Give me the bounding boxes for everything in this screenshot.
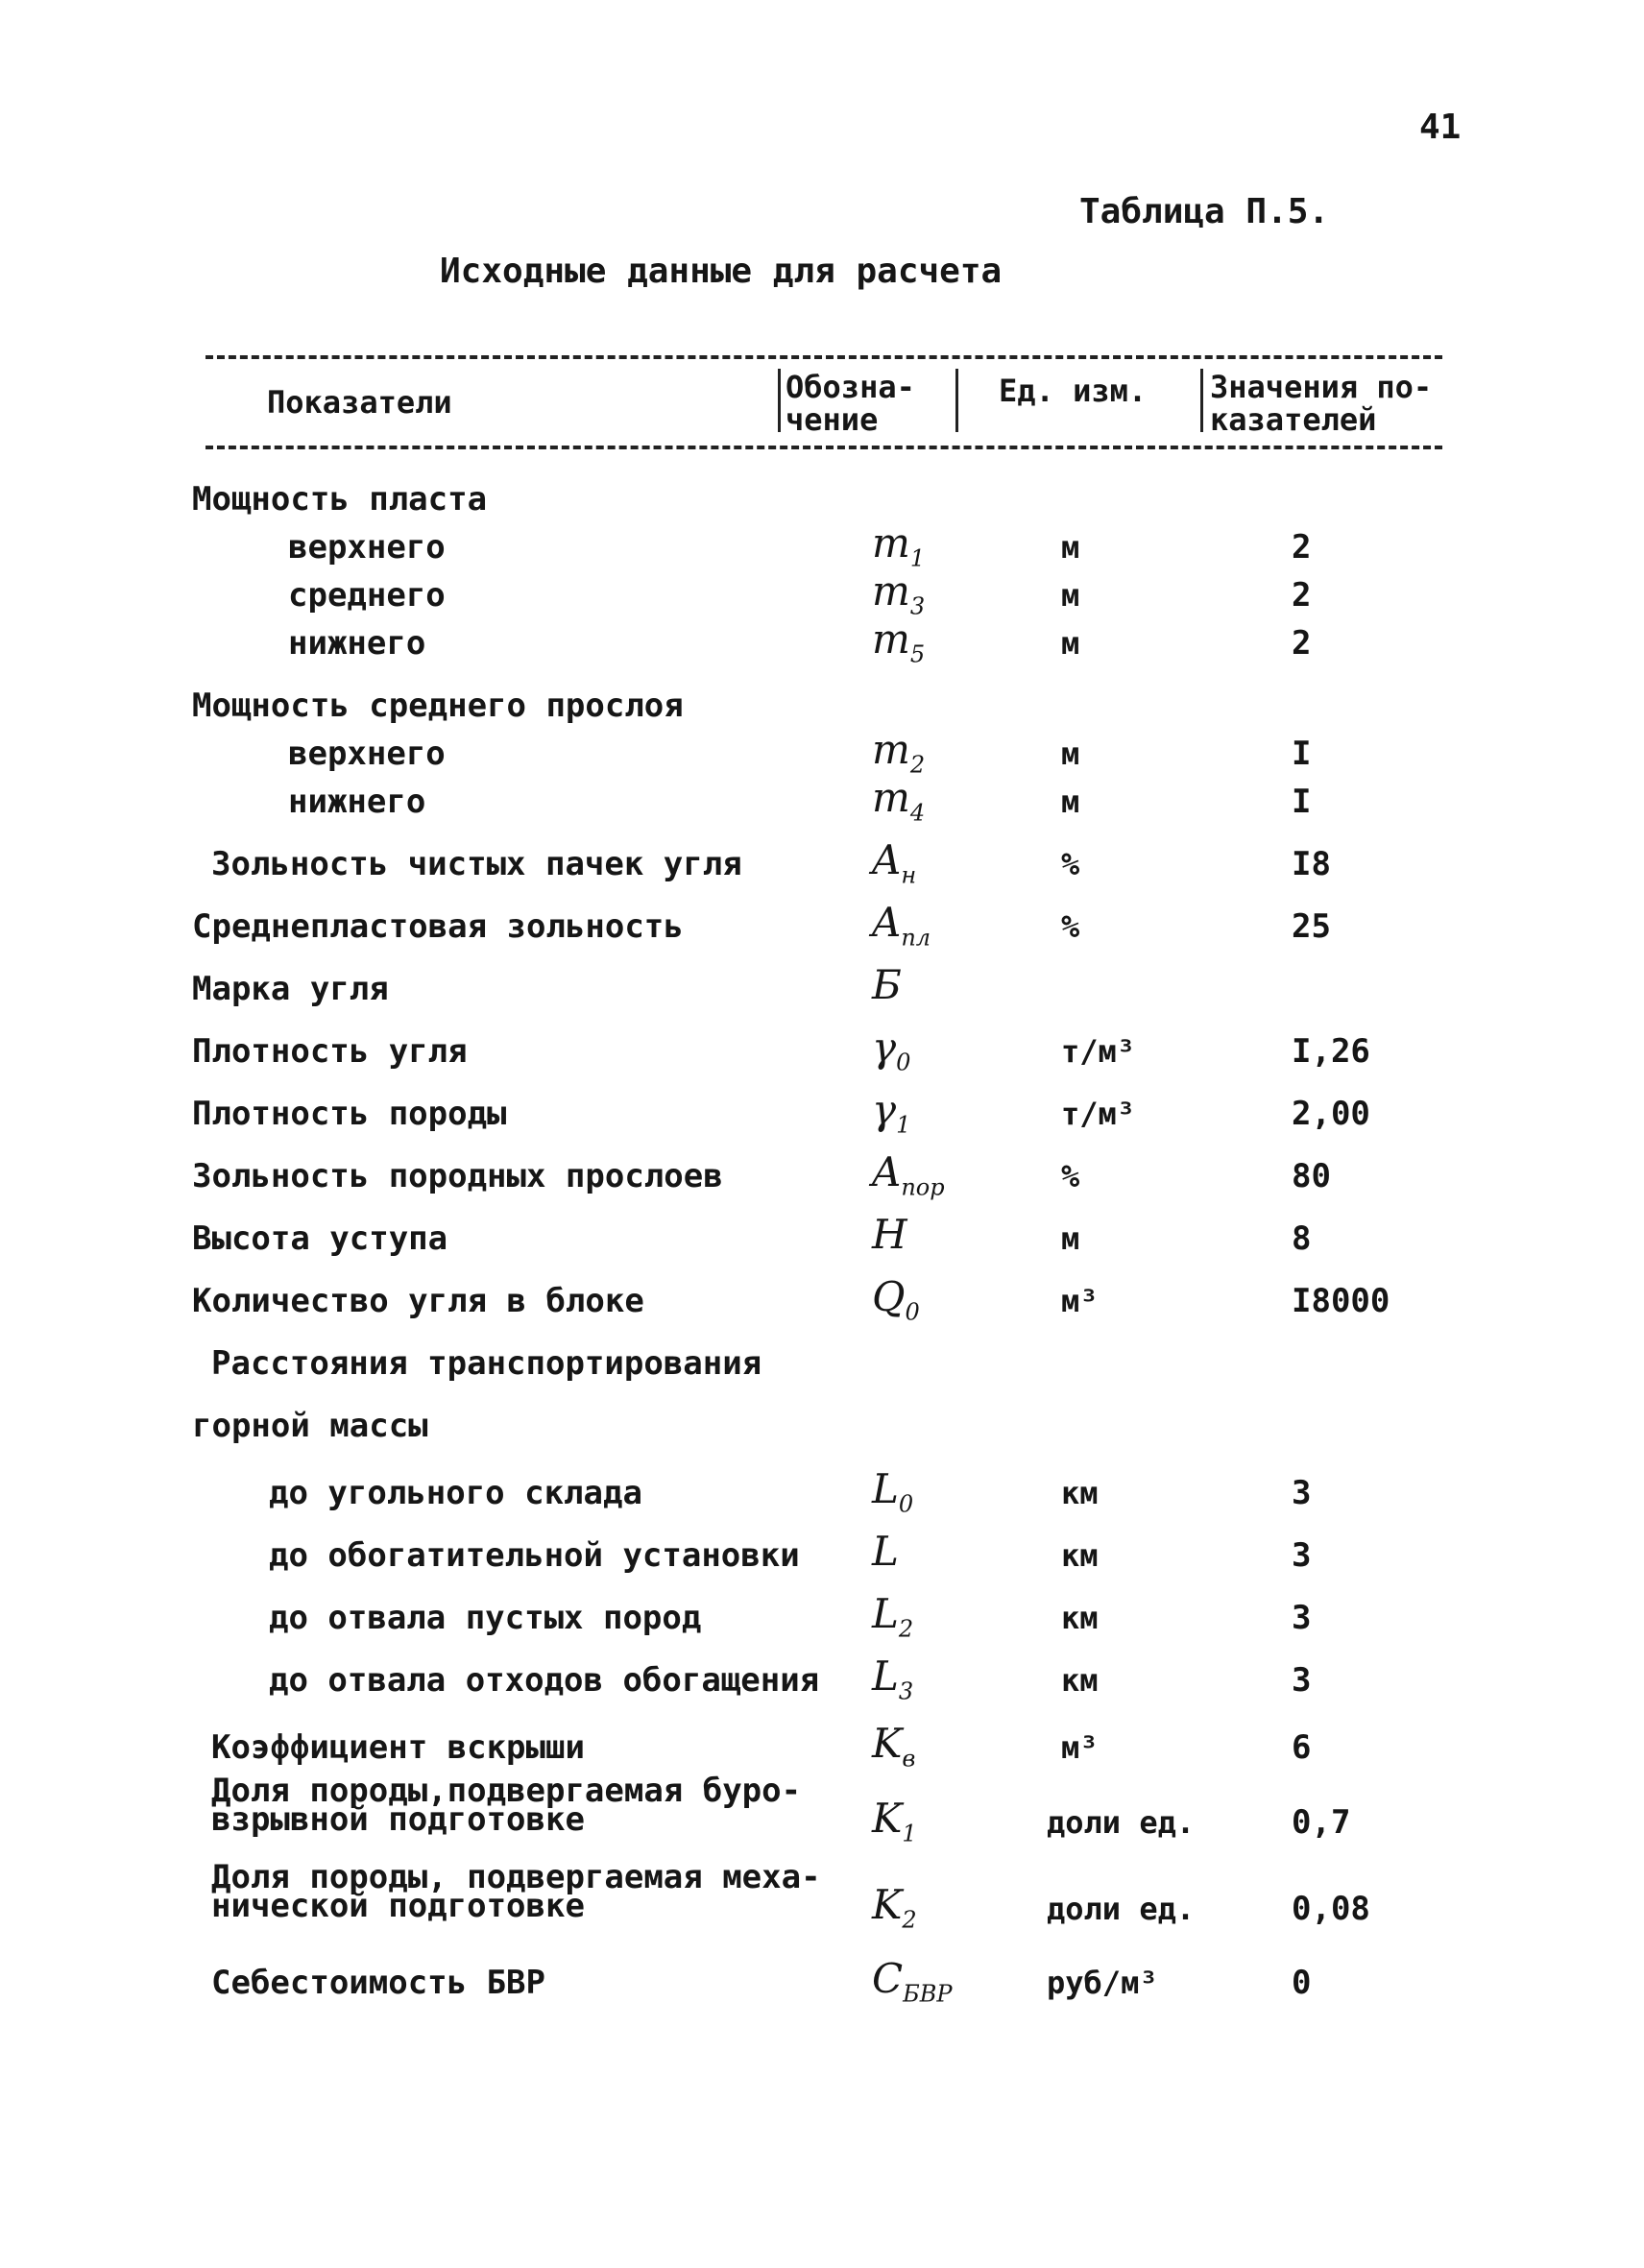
- row-label: верхнего: [288, 735, 446, 773]
- row-label: до отвала пустых пород: [269, 1599, 702, 1637]
- row-symbol: $K_в$: [872, 1720, 916, 1773]
- row-unit: доли ед.: [1047, 1804, 1196, 1841]
- row-label: Зольность породных прослоев: [192, 1157, 723, 1195]
- row-label: Высота уступа: [192, 1219, 448, 1258]
- row-unit: м: [1061, 625, 1080, 662]
- row-label: среднего: [288, 576, 446, 615]
- page-number: 41: [1419, 108, 1462, 147]
- row-symbol: $K_1$: [872, 1795, 917, 1847]
- row-symbol: L: [872, 1528, 899, 1575]
- header-divider: [778, 369, 781, 432]
- header-bottom-rule: [206, 446, 1442, 449]
- row-value: 8: [1292, 1219, 1312, 1258]
- header-unit: Ед. изм.: [999, 373, 1148, 409]
- row-value: 2,00: [1292, 1095, 1370, 1133]
- row-label: Коэффициент вскрыши: [211, 1728, 585, 1767]
- row-symbol: $C_{БВР}$: [872, 1955, 953, 2008]
- row-unit: м: [1061, 736, 1080, 772]
- row-unit: м³: [1061, 1729, 1099, 1766]
- row-label: до обогатительной установки: [269, 1536, 800, 1575]
- row-value: 3: [1292, 1599, 1312, 1637]
- row-unit: м: [1061, 577, 1080, 614]
- row-value: 2: [1292, 528, 1312, 567]
- row-value: I: [1292, 783, 1312, 821]
- header-divider: [1200, 369, 1203, 432]
- row-value: 0: [1292, 1964, 1312, 2002]
- table-title: Исходные данные для расчета: [440, 252, 1003, 291]
- row-symbol: $A_н$: [872, 836, 917, 889]
- row-label: Зольность чистых пачек угля: [211, 845, 742, 883]
- row-unit: %: [1061, 908, 1080, 945]
- row-label: Количество угля в блоке: [192, 1282, 644, 1320]
- row-label: Расстояния транспортирования: [211, 1344, 762, 1383]
- row-unit: т/м³: [1061, 1033, 1136, 1070]
- row-unit: км: [1061, 1600, 1099, 1636]
- row-label: Мощность среднего прослоя: [192, 687, 684, 725]
- row-value: 0,7: [1292, 1803, 1351, 1842]
- row-value: 3: [1292, 1474, 1312, 1512]
- row-symbol: Б: [872, 961, 902, 1008]
- header-divider: [955, 369, 958, 432]
- header-value: Значения по- казателей: [1210, 369, 1433, 438]
- row-unit: м³: [1061, 1283, 1099, 1319]
- row-value: 2: [1292, 624, 1312, 663]
- row-symbol: $L_3$: [872, 1653, 914, 1705]
- row-label: до угольного склада: [269, 1474, 642, 1512]
- row-unit: км: [1061, 1537, 1099, 1574]
- row-unit: руб/м³: [1047, 1965, 1158, 2001]
- row-unit: м: [1061, 1220, 1080, 1257]
- header-indicators: Показатели: [267, 384, 452, 421]
- row-label: верхнего: [288, 528, 446, 567]
- row-label: Среднепластовая зольность: [192, 907, 684, 946]
- row-label: Плотность угля: [192, 1032, 468, 1071]
- row-symbol: $\gamma_1$: [872, 1086, 911, 1139]
- row-label: Себестоимость БВР: [211, 1964, 545, 2002]
- row-symbol: H: [872, 1211, 907, 1258]
- row-unit: м: [1061, 784, 1080, 820]
- row-value: 3: [1292, 1661, 1312, 1700]
- row-unit: доли ед.: [1047, 1891, 1196, 1927]
- row-label: Доля породы, подвергаемая меха- нической подготовке: [211, 1858, 821, 1925]
- header-top-rule: [206, 355, 1442, 359]
- row-symbol: $m_3$: [872, 567, 926, 620]
- row-label: Доля породы,подвергаемая буро- взрывной подготовке: [211, 1772, 802, 1839]
- row-symbol: $m_4$: [872, 774, 926, 827]
- row-unit: %: [1061, 1158, 1080, 1194]
- row-symbol: $m_5$: [872, 615, 926, 668]
- row-symbol: $A_{пор}$: [872, 1148, 945, 1201]
- row-label: Мощность пласта: [192, 480, 488, 519]
- row-label: нижнего: [288, 624, 426, 663]
- row-value: 6: [1292, 1728, 1312, 1767]
- row-label: Марка угля: [192, 970, 389, 1008]
- row-unit: км: [1061, 1475, 1099, 1511]
- row-symbol: $L_2$: [872, 1590, 914, 1643]
- row-symbol: $Q_0$: [872, 1273, 920, 1326]
- row-symbol: $K_2$: [872, 1881, 917, 1934]
- row-value: 80: [1292, 1157, 1331, 1195]
- row-label: нижнего: [288, 783, 426, 821]
- header-symbol: Обозна- чение: [786, 369, 915, 438]
- row-symbol: $A_{пл}$: [872, 899, 931, 952]
- row-value: I8000: [1292, 1282, 1390, 1320]
- row-label: Плотность породы: [192, 1095, 507, 1133]
- row-symbol: $\gamma_0$: [872, 1024, 911, 1076]
- row-unit: т/м³: [1061, 1096, 1136, 1132]
- row-value: 3: [1292, 1536, 1312, 1575]
- row-unit: м: [1061, 529, 1080, 566]
- row-symbol: $m_1$: [872, 519, 926, 572]
- row-value: 25: [1292, 907, 1331, 946]
- row-value: 2: [1292, 576, 1312, 615]
- row-value: 0,08: [1292, 1890, 1370, 1928]
- row-value: I8: [1292, 845, 1331, 883]
- row-unit: км: [1061, 1662, 1099, 1699]
- row-label: до отвала отходов обогащения: [269, 1661, 820, 1700]
- table-label: Таблица П.5.: [1079, 192, 1330, 231]
- row-symbol: $m_2$: [872, 726, 926, 779]
- row-unit: %: [1061, 846, 1080, 882]
- row-value: I,26: [1292, 1032, 1370, 1071]
- row-value: I: [1292, 735, 1312, 773]
- row-symbol: $L_0$: [872, 1465, 914, 1518]
- row-label: горной массы: [192, 1407, 428, 1445]
